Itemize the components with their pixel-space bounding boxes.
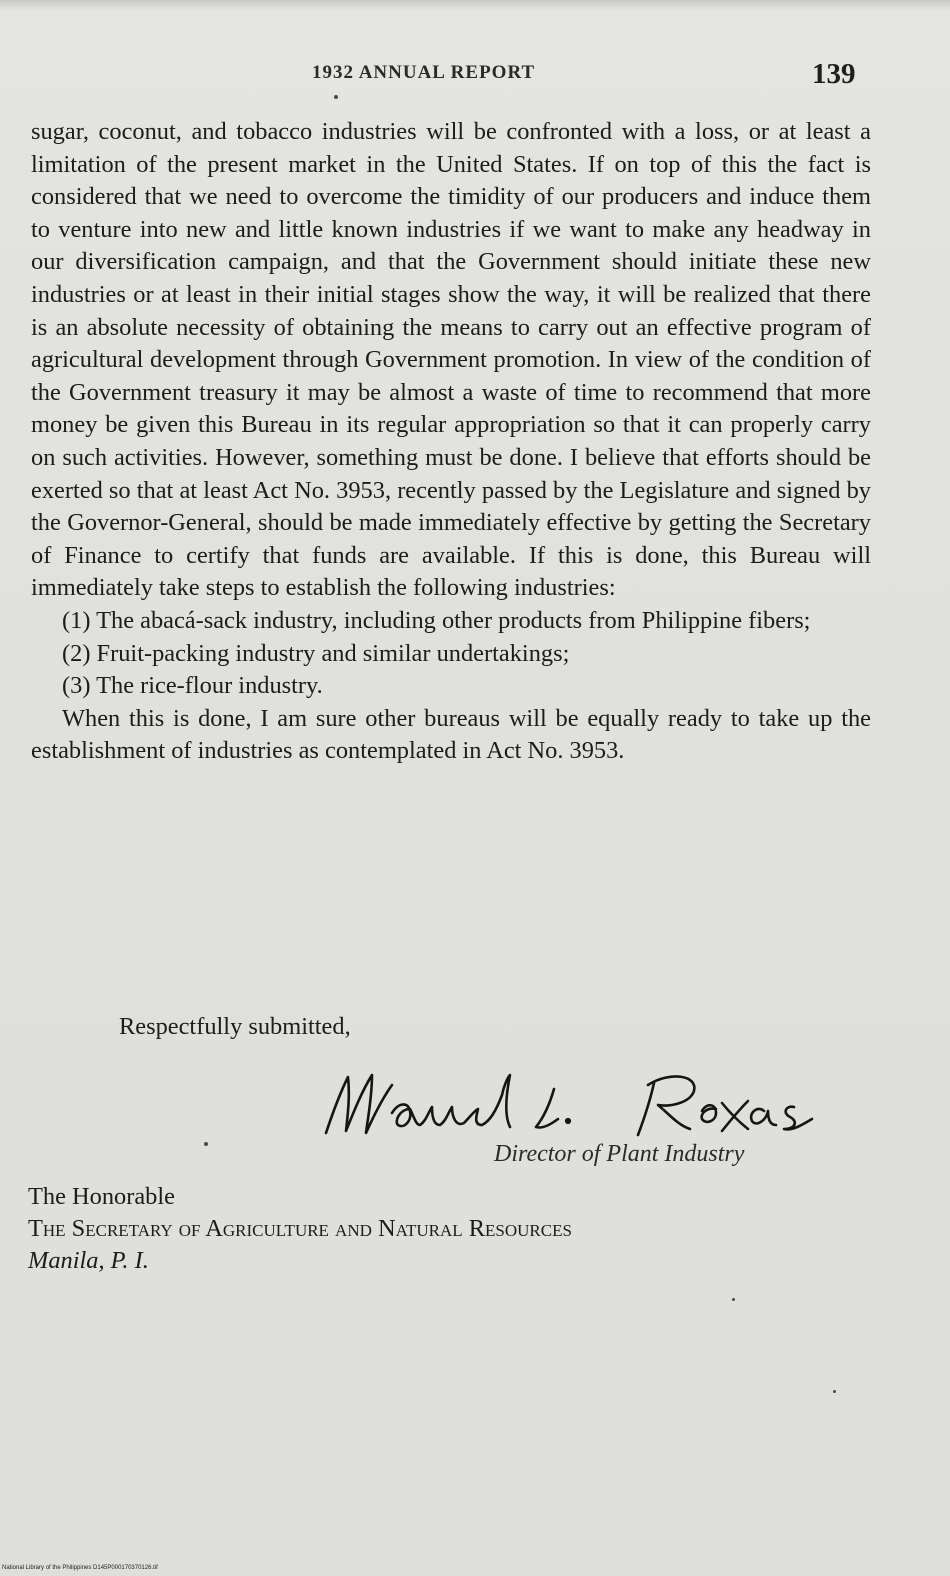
running-head: 1932 ANNUAL REPORT [312, 62, 536, 83]
address-line-secretary: The Secretary of Agriculture and Natural Resources [28, 1215, 572, 1242]
scan-speck [833, 1390, 836, 1393]
address-block [28, 1181, 572, 1277]
scan-credit: National Library of the Philippines D145P000170370126.tif [2, 1565, 158, 1571]
scan-speck [334, 95, 338, 99]
page-header [0, 60, 950, 100]
list-item-2: (2) Fruit-packing industry and similar undertakings; [62, 639, 570, 667]
scan-edge-shadow [0, 0, 950, 10]
body-paragraph-closing: When this is done, I am sure other bureaus will be equally ready to take up the establishment of industries as contemplated in Act No. 3953. [31, 704, 871, 765]
list-item-1: (1) The abacá-sack industry, including other products from Philippine fibers; [62, 606, 811, 634]
body-paragraph: sugar, coconut, and tobacco industries will be confronted with a loss, or at least a limitation of the present market in the United States. If on top of this the fact is considered that we need to overcome the timidity of our producers and induce them to venture into new and little known industries if we want to make any headway in our diversification campaign, and that the Government should initiate these new industries or at least in their initial stages show the way, it will be realized that there is an absolute necessity of obtaining the means to carry out an effective program of agricultural development through Government promotion. In view of the condition of the Government treasury it may be almost a waste of time to recommend that more money be given this Bureau in its regular appropriation so that it can properly carry on such activities. However, something must be done. I believe that efforts should be exerted so that at least Act No. 3953, recently passed by the Legislature and signed by the Governor-General, should be made immediately effective by getting the Secretary of Finance to certify that funds are available. If this is done, this Bureau will immediately take steps to establish the following industries: [31, 118, 871, 602]
address-line-city: Manila, P. I. [28, 1247, 149, 1274]
address-line-honorable: The Honorable [28, 1183, 175, 1210]
list-item-3: (3) The rice-flour industry. [62, 672, 323, 700]
scan-speck [204, 1142, 208, 1146]
page-number: 139 [812, 58, 856, 90]
signatory-title: Director of Plant Industry [494, 1141, 745, 1167]
body-text [31, 116, 871, 768]
closing-salutation: Respectfully submitted, [119, 1013, 351, 1040]
handwritten-signature [318, 1055, 878, 1145]
scan-speck [732, 1298, 735, 1301]
